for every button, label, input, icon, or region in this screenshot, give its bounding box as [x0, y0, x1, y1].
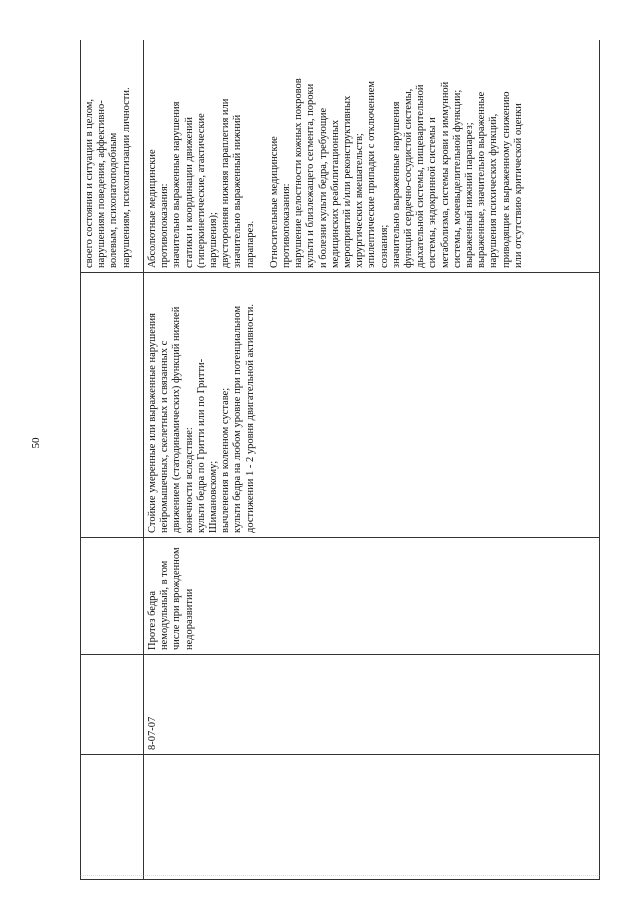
scan-artifact-line — [80, 875, 600, 876]
text-line: метаболизма, системы крови и иммунной — [439, 81, 451, 268]
item-code: 8-07-07 — [147, 716, 158, 750]
cell-contra-prev — [81, 40, 144, 273]
text-line: функций сердечно-сосудистой системы, — [403, 88, 415, 268]
cell-empty-left — [144, 755, 600, 880]
prosthesis-table — [80, 40, 600, 880]
text-line: своего состояния и ситуации в целом, — [84, 98, 95, 268]
page-number: 50 — [30, 437, 42, 449]
cell-device-prev — [81, 538, 144, 655]
text-line: числе при врожденном — [171, 547, 183, 650]
text-line: системы, эндокринной системы и — [427, 117, 439, 268]
text-line: конечности вследствие: — [183, 427, 195, 533]
text-line: Стойкие умеренные или выраженные нарушения — [147, 313, 158, 533]
text-line: сознания; — [378, 224, 390, 268]
cell-code — [144, 655, 600, 755]
text-line: статики и координации движений — [183, 116, 195, 268]
text-line: (гиперкинетические, атактические — [195, 113, 207, 268]
text-line: значительно выраженный нижний — [232, 114, 244, 268]
text-line: недоразвитии — [183, 588, 195, 650]
text-line: достижении 1 - 2 уровня двигательной активности. — [244, 303, 256, 533]
text-line: культи и близлежащего сегмента, пороки — [305, 83, 317, 268]
text-line: хирургических вмешательств; — [354, 133, 366, 268]
text-line: медицинских реабилитационных — [329, 119, 341, 268]
cell-code-prev — [81, 655, 144, 755]
text-line: вычленения в коленном суставе; — [220, 387, 232, 533]
text-line: Абсолютные медицинские — [147, 149, 158, 268]
cell-indications-prev — [81, 273, 144, 538]
text-line: значительно выраженные нарушения — [390, 101, 402, 268]
text-line: Протез бедра — [147, 590, 158, 650]
text-line: мероприятий и/или реконструктивных — [342, 95, 354, 268]
text-line: культи бедра по Гритти или по Гритти- — [195, 358, 207, 533]
text-line: нарушениям, психопатизации личности. — [120, 87, 132, 268]
table-row-prev — [81, 40, 144, 880]
text-line: немодульный, в том — [159, 560, 171, 650]
text-line: и болезни культи бедра, требующие — [317, 107, 329, 268]
text-line: значительно выраженные нарушения — [171, 101, 183, 268]
text-line: нарушение целостности кожных покровов — [293, 78, 305, 268]
page-content — [80, 40, 600, 880]
text-line: парапарез. — [244, 220, 256, 268]
text-line: противопоказания: — [159, 183, 171, 268]
text-line: нейромышечных, скелетных и связанных с — [159, 340, 171, 533]
text-line: нарушения); — [208, 212, 220, 268]
text-line: нарушениям поведения, аффективно- — [96, 100, 108, 268]
cell-device — [144, 538, 600, 655]
cell-empty-left — [81, 755, 144, 880]
text-line: дыхательной системы, пищеварительной — [415, 84, 427, 268]
text-line: выраженные, значительно выраженные — [476, 91, 488, 268]
table-row-8-07-07 — [144, 40, 600, 880]
rotated-table-container — [80, 40, 600, 880]
text-line: культи бедра на любом уровне при потенциальном — [232, 305, 244, 533]
cell-indications — [144, 273, 600, 538]
text-line: двусторонняя нижняя параплегия или — [220, 98, 232, 268]
text-line: эпилептические припадки с отключением — [366, 80, 378, 268]
text-line: нарушения психических функций, — [488, 113, 500, 268]
text-line: или отсутствию критической оценки — [512, 103, 524, 268]
text-line: приводящие к выраженному снижению — [500, 91, 512, 268]
text-line: Шимановскому; — [208, 460, 220, 533]
text-line: выраженный нижний парапарез; — [464, 122, 476, 268]
text-line: Относительные медицинские — [268, 136, 280, 268]
text-line: системы, мочевыделительной функции; — [451, 89, 463, 268]
text-line: волевым, психопатоподобным — [108, 132, 120, 268]
cell-contraindications — [144, 40, 600, 273]
text-line: противопоказания: — [281, 183, 293, 268]
text-line: движением (статодинамических) функций нижней — [171, 306, 183, 533]
